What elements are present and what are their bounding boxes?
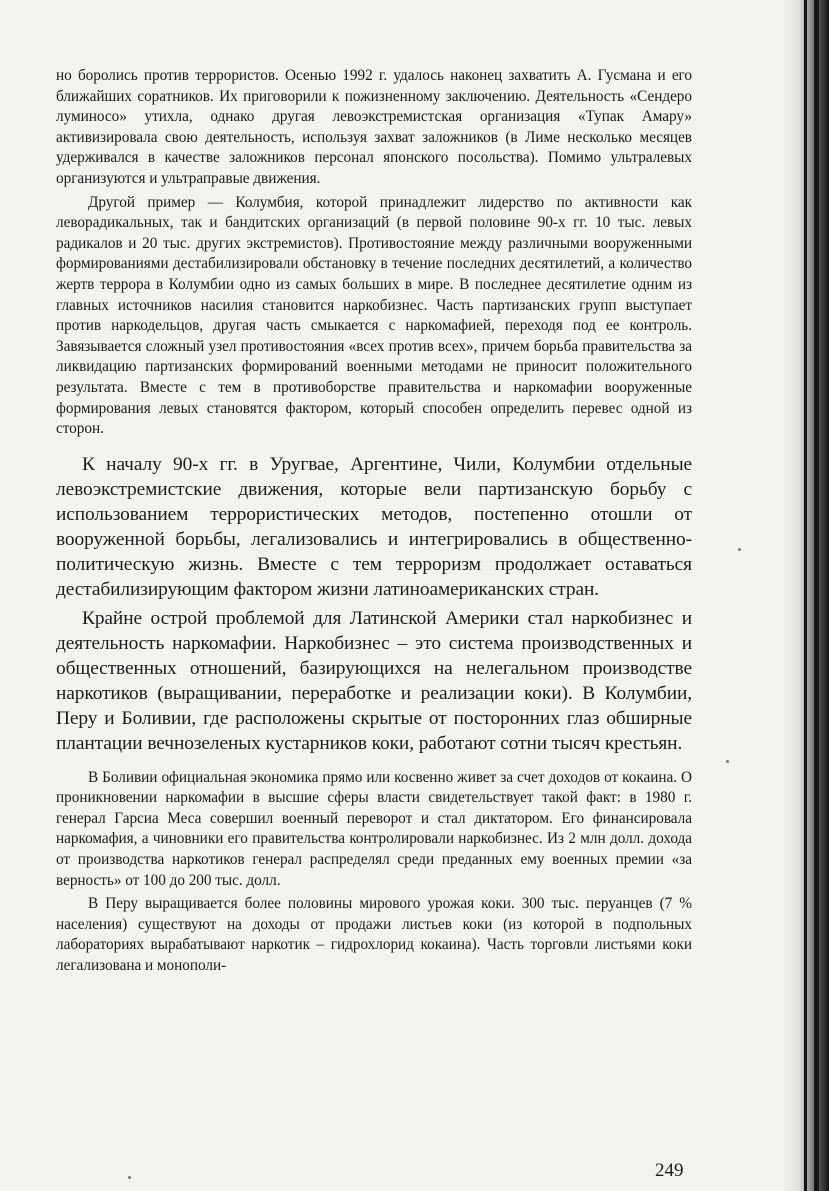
- scan-speck: [726, 760, 729, 763]
- scan-speck: [128, 1176, 131, 1179]
- paragraph-guzman-capture: но боролись против террористов. Осенью 1992 г. удалось наконец захватить А. Гусмана и его ближайших соратников. Их приговорили к пожизненному заключению. Деятельность «Сендеро луминосо» утихла, однако другая левоэкстремистская организация «Тупак Амару» активизировала свою деятельность, используя захват заложников (в Лиме несколько месяцев удерживался в качестве заложников персонал японского посольства). Помимо ультралевых организуются и ультраправые движения.: [56, 67, 692, 187]
- paragraph-peru: В Перу выращивается более половины мирового урожая коки. 300 тыс. перуанцев (7 % населения) существуют на доходы от продажи листьев коки (из которой в подпольных лабораториях вырабатывают наркотик – гидрохлорид кокаина). Часть торговли листьями коки легализована и монополи-: [56, 895, 692, 975]
- paragraph-legalization-90s: К началу 90-х гг. в Уругвае, Аргентине, Чили, Колумбии отдельные левоэкстремистские движения, которые вели партизанскую борьбу с использованием террористических методов, постепенно отошли от вооруженной борьбы, легализовались и интегрировались в общественно-политическую жизнь. Вместе с тем терроризм продолжает оставаться дестабилизирующим фактором жизни латиноамериканских стран.: [56, 453, 692, 600]
- page-text-body: [56, 66, 692, 977]
- binding-edge-line: [804, 0, 807, 1191]
- binding-edge-line: [814, 0, 819, 1191]
- page-number: 249: [655, 1160, 684, 1181]
- paragraph-drug-business: Крайне острой проблемой для Латинской Америки стал наркобизнес и деятельность наркомафии. Наркобизнес – это система производственных и общественных отношений, базирующихся на нелегальном производстве наркотиков (выращивании, переработке и реализации коки). В Колумбии, Перу и Боливии, где расположены скрытые от посторонних глаз обширные плантации вечнозеленых кустарников коки, работают сотни тысяч крестьян.: [56, 607, 692, 754]
- paragraph-colombia-example: Другой пример — Колумбия, которой принадлежит лидерство по активности как леворадикальных, так и бандитских организаций (в первой половине 90-х гг. 10 тыс. левых радикалов и 20 тыс. других экстремистов). Противостояние между различными вооруженными формированиями дестабилизировали обстановку в течение последних десятилетий, а количество жертв террора в Колумбии одно из самых больших в мире. В последнее десятилетие одним из главных источников насилия становится наркобизнес. Часть партизанских групп выступает против наркодельцов, другая часть смыкается с наркомафией, переходя под ее контроль. Завязывается сложный узел противостояния «всех против всех», причем борьба правительства за ликвидацию партизанских формирований военными методами не приносит положительного результата. Вместе с тем в противоборстве правительства и наркомафии вооруженные формирования левых становятся фактором, который способен определить перевес одной из сторон.: [56, 193, 692, 438]
- paragraph-bolivia: В Боливии официальная экономика прямо или косвенно живет за счет доходов от кокаина. О проникновении наркомафии в высшие сферы власти свидетельствует такой факт: в 1980 г. генерал Гарсиа Меса совершил военный переворот и стал диктатором. Его финансировала наркомафия, а чиновники его правительства контролировали наркобизнес. Из 2 млн долл. дохода от производства наркотиков генерал распределял среди преданных ему военных премии «за верность» от 100 до 200 тыс. долл.: [56, 768, 692, 889]
- scan-speck: [738, 548, 741, 551]
